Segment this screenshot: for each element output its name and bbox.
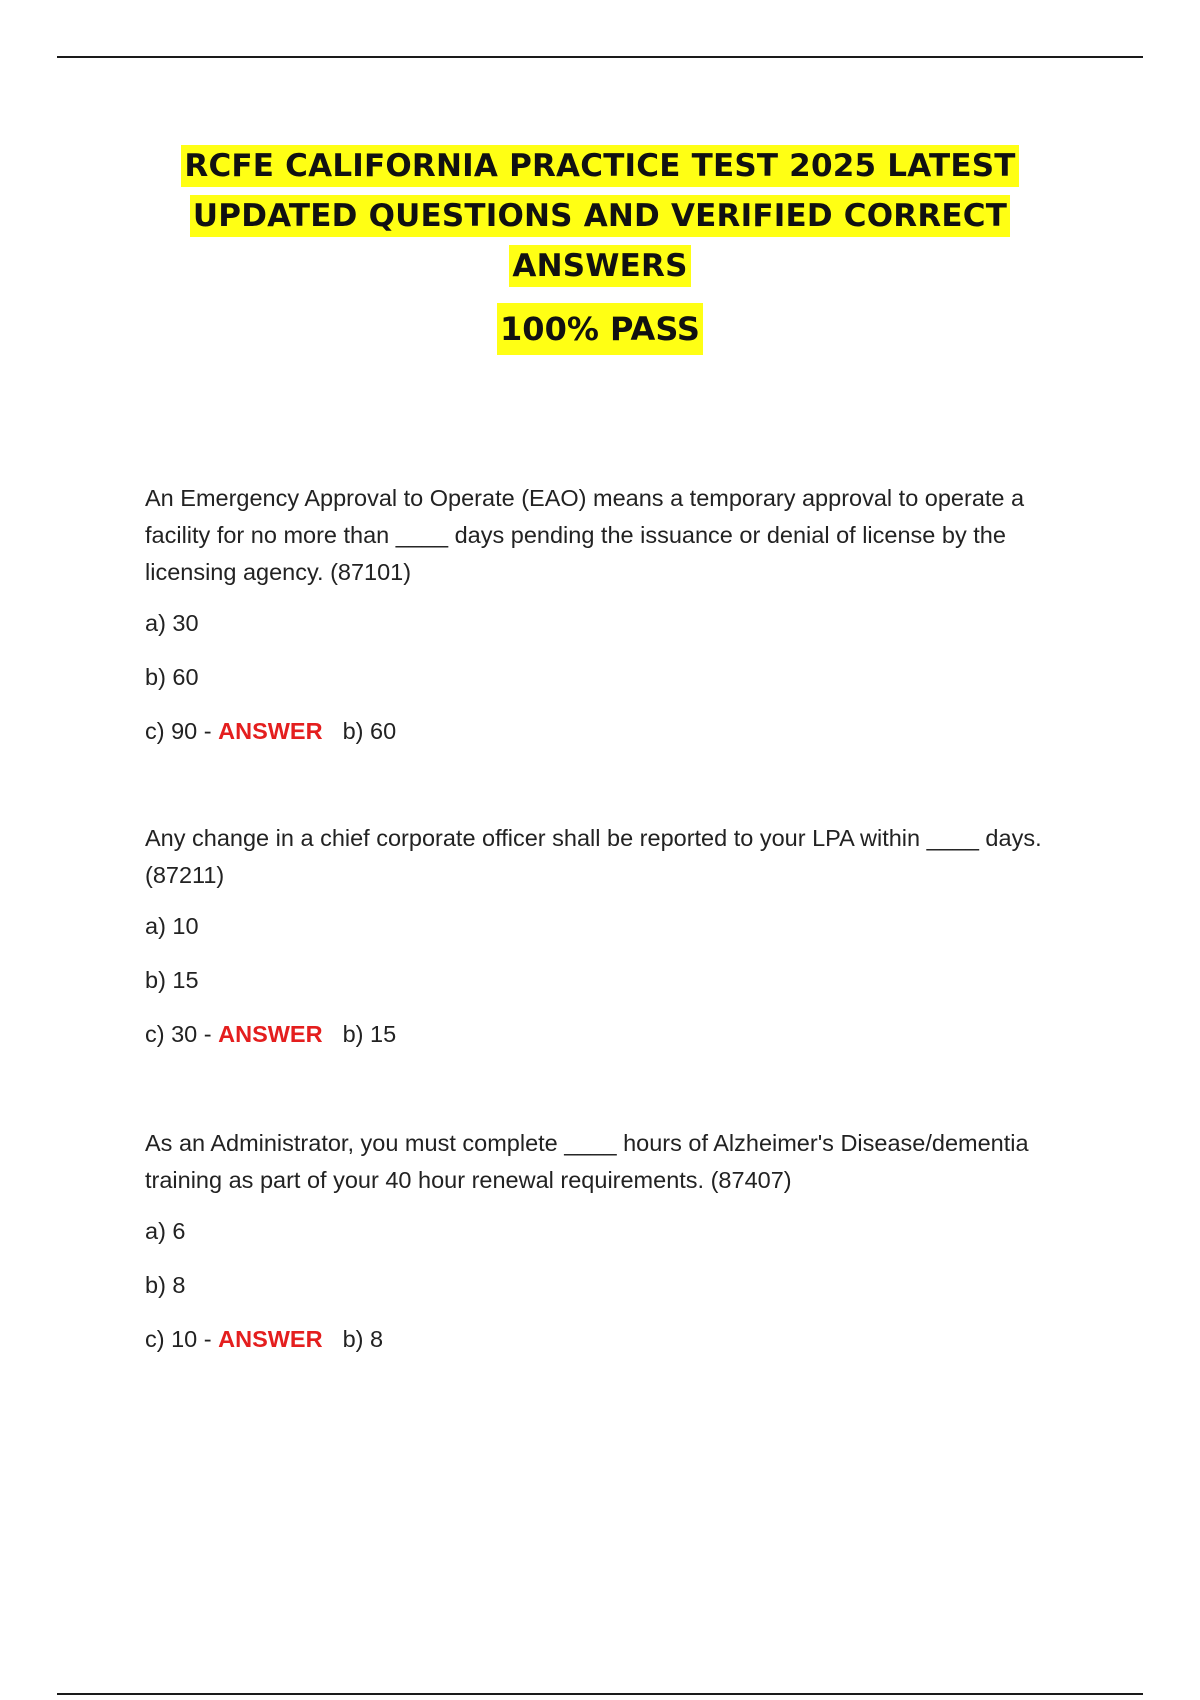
option-b: b) 15 [145, 967, 199, 993]
document-header [0, 145, 1200, 355]
question-text: As an Administrator, you must complete ____ hours of Alzheimer's Disease/dementia training as part of your 40 hour renewal requirements. (87407) [145, 1130, 1029, 1193]
option-c-with-answer [145, 713, 1085, 750]
correct-answer: b) 15 [342, 1021, 397, 1047]
option-a: a) 30 [145, 610, 199, 636]
option-c: c) 10 - [145, 1326, 212, 1352]
bottom-divider [57, 1693, 1143, 1695]
option-c: c) 90 - [145, 718, 212, 744]
question-3 [145, 1125, 1085, 1358]
option-c-with-answer [145, 1016, 1085, 1053]
title-line-2: UPDATED QUESTIONS AND VERIFIED CORRECT [190, 195, 1010, 237]
question-text: An Emergency Approval to Operate (EAO) means a temporary approval to operate a facility for no more than ____ days pending the issuance or denial of license by the licensing agency. (87101) [145, 485, 1025, 585]
question-1 [145, 480, 1085, 750]
question-2 [145, 820, 1085, 1053]
subtitle: 100% PASS [497, 303, 703, 355]
option-c: c) 30 - [145, 1021, 212, 1047]
title-line-1: RCFE CALIFORNIA PRACTICE TEST 2025 LATEST [181, 145, 1018, 187]
option-a: a) 10 [145, 913, 199, 939]
option-a: a) 6 [145, 1218, 186, 1244]
option-b: b) 8 [145, 1272, 186, 1298]
correct-answer: b) 8 [342, 1326, 384, 1352]
option-b: b) 60 [145, 664, 199, 690]
answer-label: ANSWER [218, 718, 323, 744]
answer-label: ANSWER [218, 1326, 323, 1352]
option-c-with-answer [145, 1321, 1085, 1358]
question-text: Any change in a chief corporate officer shall be reported to your LPA within ____ days. (87211) [145, 825, 1042, 888]
title-line-3: ANSWERS [509, 245, 690, 287]
answer-label: ANSWER [218, 1021, 323, 1047]
top-divider [57, 56, 1143, 58]
correct-answer: b) 60 [342, 718, 397, 744]
